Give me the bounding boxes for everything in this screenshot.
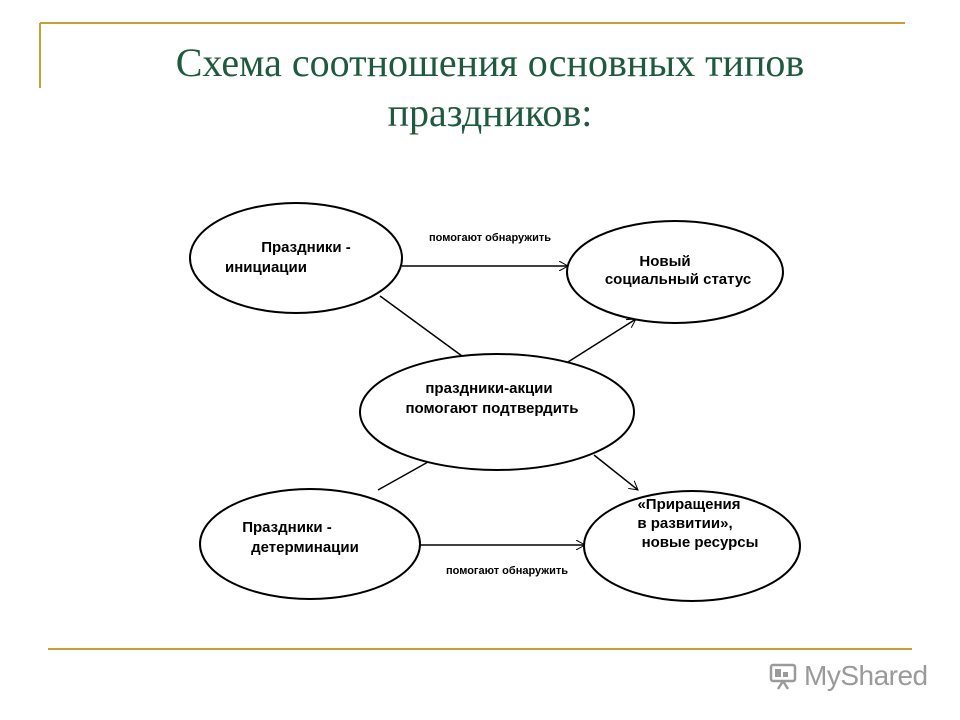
edge-determination-to-action [378,462,428,490]
title-line-1: Схема соотношения основных типов [175,40,805,85]
edge-initiation-to-action [380,296,462,356]
node-determination-line1: Праздники - [242,519,332,536]
node-determination-line2: детерминации [251,539,359,556]
node-action [360,354,634,470]
node-determination [200,489,420,599]
node-action-line2: помогают подтвердить [405,400,579,417]
node-initiation-ellipse [190,203,402,313]
edge-label-top: помогают обнаружить [428,232,552,244]
title-line-2: праздников: [387,90,593,135]
node-growth [584,491,800,601]
edge-action-to-status [568,319,636,362]
edge-action-to-growth [594,455,638,490]
node-growth-line2: в развитии», [637,515,733,532]
node-initiation [190,203,402,313]
node-initiation-line2: инициации [225,259,307,276]
node-growth-line3: новые ресурсы [641,534,759,551]
node-new-status-line2: социальный статус [604,271,752,288]
node-new-status [567,221,783,323]
node-new-status-line1: Новый [639,253,691,270]
node-action-line1: праздники-акции [425,380,553,397]
node-initiation-line1: Праздники - [261,239,351,256]
edge-label-bottom: помогают обнаружить [445,565,569,577]
presentation-board-icon [768,661,798,691]
logo-text: MyShared [804,660,928,691]
myshared-logo[interactable] [768,656,928,696]
node-growth-line1: «Приращения [637,496,741,513]
